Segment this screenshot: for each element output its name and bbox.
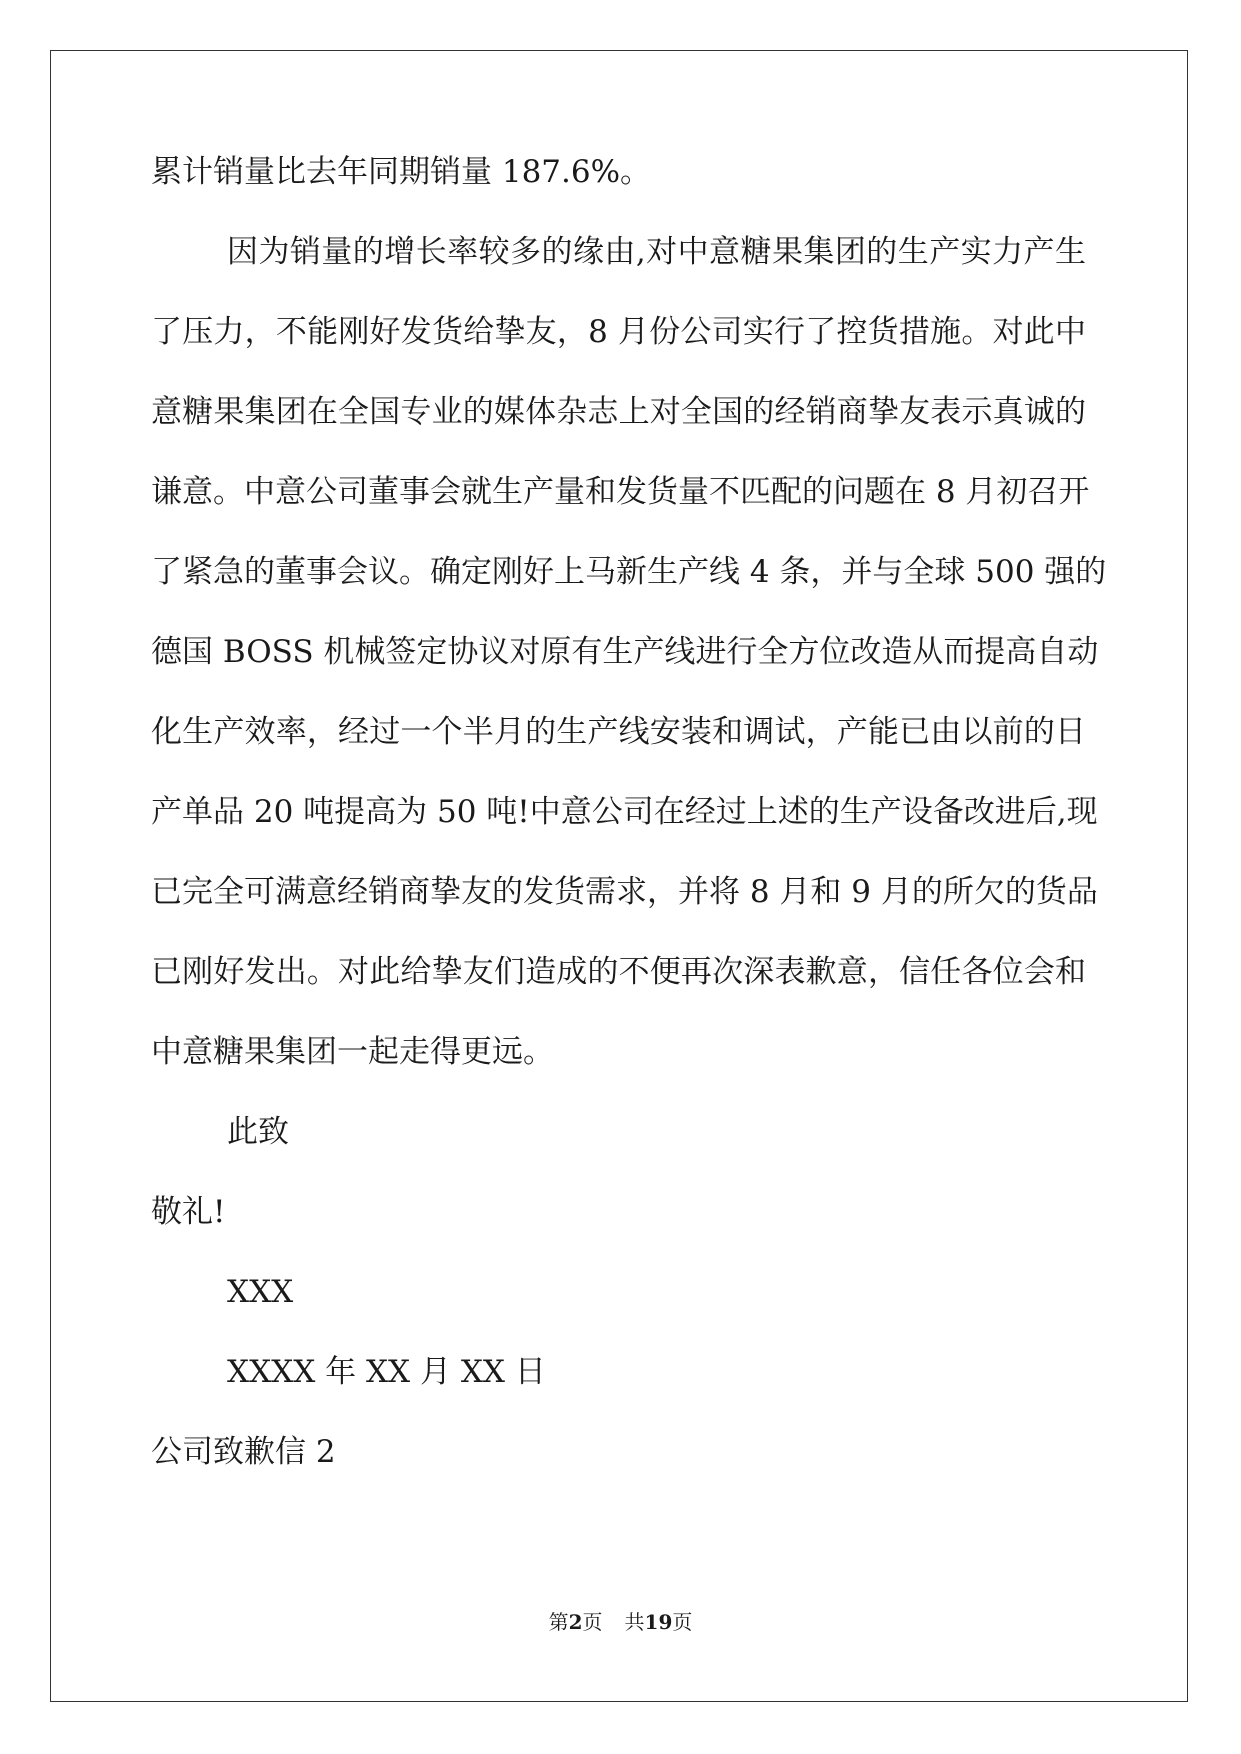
body-line-1: 累计销量比去年同期销量 187.6%。: [151, 154, 652, 190]
signature-name: XXX: [227, 1274, 294, 1310]
body-line-7: 德国 BOSS 机械签定协议对原有生产线进行全方位改造从而提高自动: [151, 634, 1099, 670]
body-line-8: 化生产效率，经过一个半月的生产线安装和调试，产能已由以前的日: [151, 714, 1086, 750]
next-letter-title: 公司致歉信 2: [151, 1434, 336, 1470]
body-line-10: 已完全可满意经销商挚友的发货需求，并将 8 月和 9 月的所欠的货品: [151, 874, 1098, 910]
body-line-9: 产单品 20 吨提高为 50 吨!中意公司在经过上述的生产设备改进后,现: [151, 794, 1098, 830]
salute-text: 敬礼!: [151, 1194, 226, 1230]
page-suffix: 页: [582, 1610, 603, 1634]
body-line-11: 已刚好发出。对此给挚友们造成的不便再次深表歉意，信任各位会和: [151, 954, 1086, 990]
closing-text: 此致: [227, 1114, 289, 1150]
total-pages: 19: [644, 1610, 673, 1634]
total-suffix: 页: [672, 1610, 693, 1634]
page-prefix: 第: [548, 1610, 569, 1634]
body-line-6: 了紧急的董事会议。确定刚好上马新生产线 4 条，并与全球 500 强的: [151, 554, 1107, 590]
signature-date: XXXX 年 XX 月 XX 日: [227, 1354, 546, 1390]
body-line-12: 中意糖果集团一起走得更远。: [151, 1034, 554, 1070]
page-number: 2: [568, 1610, 583, 1634]
body-line-2: 因为销量的增长率较多的缘由,对中意糖果集团的生产实力产生: [227, 234, 1086, 270]
total-prefix: 共: [624, 1610, 645, 1634]
body-line-5: 谦意。中意公司董事会就生产量和发货量不匹配的问题在 8 月初召开: [151, 474, 1090, 510]
page-footer: [0, 1609, 1241, 1635]
body-line-3: 了压力，不能刚好发货给挚友，8 月份公司实行了控货措施。对此中: [151, 314, 1086, 350]
body-line-4: 意糖果集团在全国专业的媒体杂志上对全国的经销商挚友表示真诚的: [151, 394, 1086, 430]
